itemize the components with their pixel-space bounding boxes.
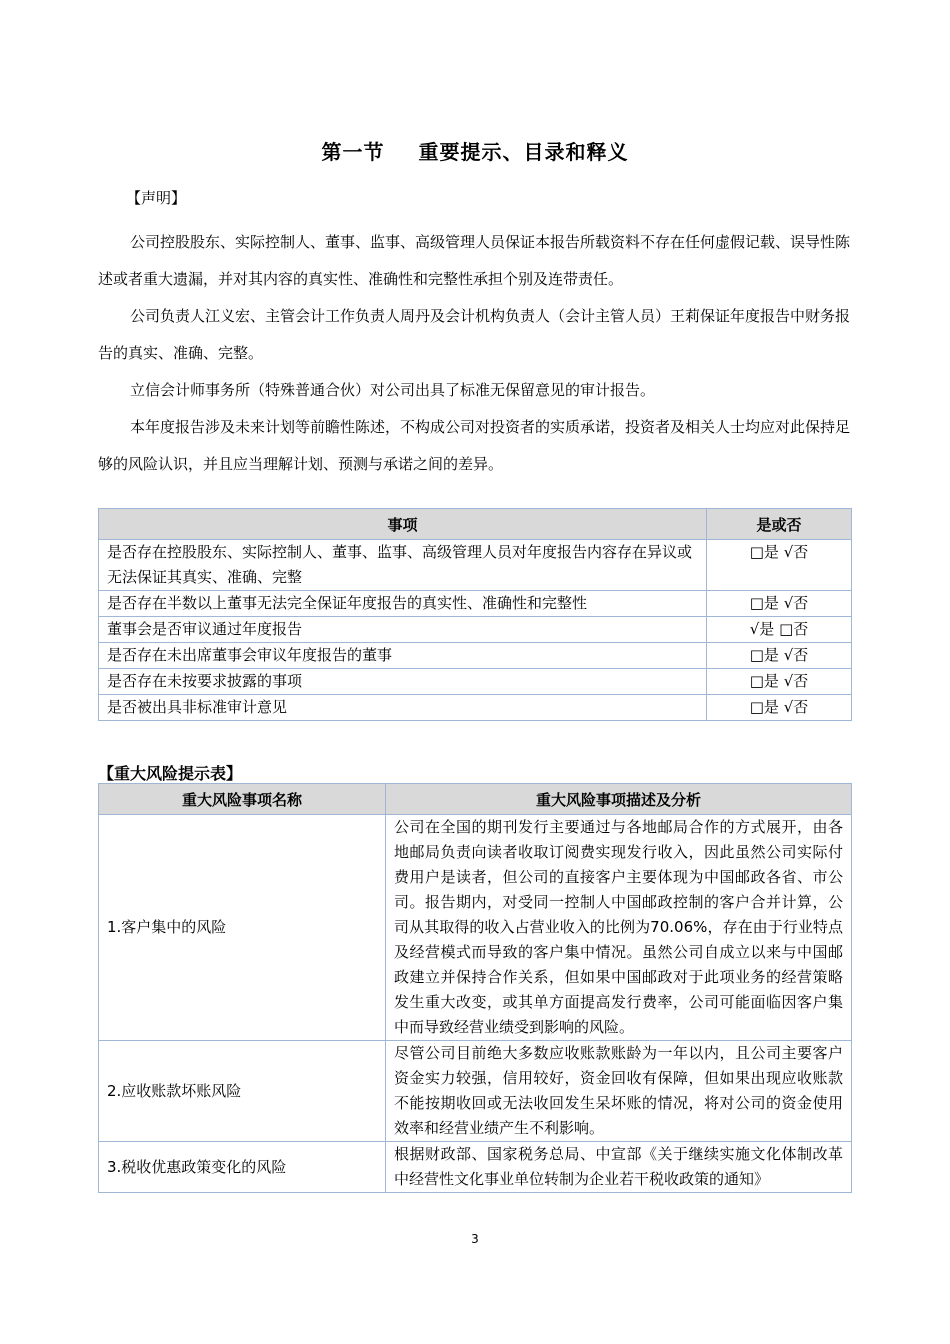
table-row bbox=[99, 591, 852, 617]
matter-item: 是否被出具非标准审计意见 bbox=[99, 695, 707, 721]
risk-name: 2.应收账款坏账风险 bbox=[99, 1041, 386, 1142]
page-number: 3 bbox=[471, 1232, 479, 1246]
matter-answer: □是 √否 bbox=[707, 695, 852, 721]
statement-paragraph: 公司负责人江义宏、主管会计工作负责人周丹及会计机构负责人（会计主管人员）王莉保证年度报告中财务报告的真实、准确、完整。 bbox=[98, 307, 851, 362]
statement-paragraph: 本年度报告涉及未来计划等前瞻性陈述，不构成公司对投资者的实质承诺，投资者及相关人士均应对此保持足够的风险认识，并且应当理解计划、预测与承诺之间的差异。 bbox=[98, 418, 851, 473]
risk-description: 公司在全国的期刊发行主要通过与各地邮局合作的方式展开，由各地邮局负责向读者收取订阅费实现发行收入，因此虽然公司实际付费用户是读者，但公司的直接客户主要体现为中国邮政各省、市公司。报告期内，对受同一控制人中国邮政控制的客户合并计算，公司从其取得的收入占营业收入的比例为70.06%，存在由于行业特点及经营模式而导致的客户集中情况。虽然公司自成立以来与中国邮政建立并保持合作关系，但如果中国邮政对于此项业务的经营策略发生重大改变，或其单方面提高发行费率，公司可能面临因客户集中而导致经营业绩受到影响的风险。 bbox=[386, 815, 852, 1041]
table-row bbox=[99, 1142, 852, 1193]
table-header-row bbox=[99, 509, 852, 540]
column-header: 是或否 bbox=[707, 509, 852, 540]
table-row bbox=[99, 617, 852, 643]
matters-table bbox=[98, 508, 852, 721]
table-row bbox=[99, 1041, 852, 1142]
matter-item: 是否存在未出席董事会审议年度报告的董事 bbox=[99, 643, 707, 669]
matter-answer: √是 □否 bbox=[707, 617, 852, 643]
matter-answer: □是 √否 bbox=[707, 643, 852, 669]
table-row bbox=[99, 540, 852, 591]
matter-answer: □是 √否 bbox=[707, 540, 852, 591]
matter-item: 是否存在控股股东、实际控制人、董事、监事、高级管理人员对年度报告内容存在异议或无法保证其真实、准确、完整 bbox=[99, 540, 707, 591]
section-number: 第一节 bbox=[321, 140, 385, 164]
risk-name: 3.税收优惠政策变化的风险 bbox=[99, 1142, 386, 1193]
statement-paragraph: 立信会计师事务所（特殊普通合伙）对公司出具了标准无保留意见的审计报告。 bbox=[130, 381, 656, 399]
risk-name: 1.客户集中的风险 bbox=[99, 815, 386, 1041]
table-row bbox=[99, 695, 852, 721]
declaration-label: 【声明】 bbox=[126, 189, 187, 207]
table-header-row bbox=[99, 784, 852, 815]
matter-item: 董事会是否审议通过年度报告 bbox=[99, 617, 707, 643]
matter-answer: □是 √否 bbox=[707, 591, 852, 617]
matter-answer: □是 √否 bbox=[707, 669, 852, 695]
column-header: 重大风险事项描述及分析 bbox=[386, 784, 852, 815]
risk-description: 尽管公司目前绝大多数应收账款账龄为一年以内，且公司主要客户资金实力较强，信用较好，资金回收有保障，但如果出现应收账款不能按期收回或无法收回发生呆坏账的情况，将对公司的资金使用效率和经营业绩产生不利影响。 bbox=[386, 1041, 852, 1142]
column-header: 重大风险事项名称 bbox=[99, 784, 386, 815]
matter-item: 是否存在未按要求披露的事项 bbox=[99, 669, 707, 695]
section-title bbox=[0, 136, 950, 165]
statement-paragraph: 公司控股股东、实际控制人、董事、监事、高级管理人员保证本报告所载资料不存在任何虚假记载、误导性陈述或者重大遗漏，并对其内容的真实性、准确性和完整性承担个别及连带责任。 bbox=[98, 233, 851, 288]
matter-item: 是否存在半数以上董事无法完全保证年度报告的真实性、准确性和完整性 bbox=[99, 591, 707, 617]
column-header: 事项 bbox=[99, 509, 707, 540]
table-row bbox=[99, 669, 852, 695]
section-name: 重要提示、目录和释义 bbox=[418, 140, 629, 164]
risk-section-title: 【重大风险提示表】 bbox=[98, 764, 243, 783]
table-row bbox=[99, 815, 852, 1041]
risk-table bbox=[98, 783, 852, 1193]
risk-description: 根据财政部、国家税务总局、中宣部《关于继续实施文化体制改革中经营性文化事业单位转制为企业若干税收政策的通知》 bbox=[386, 1142, 852, 1193]
table-row bbox=[99, 643, 852, 669]
